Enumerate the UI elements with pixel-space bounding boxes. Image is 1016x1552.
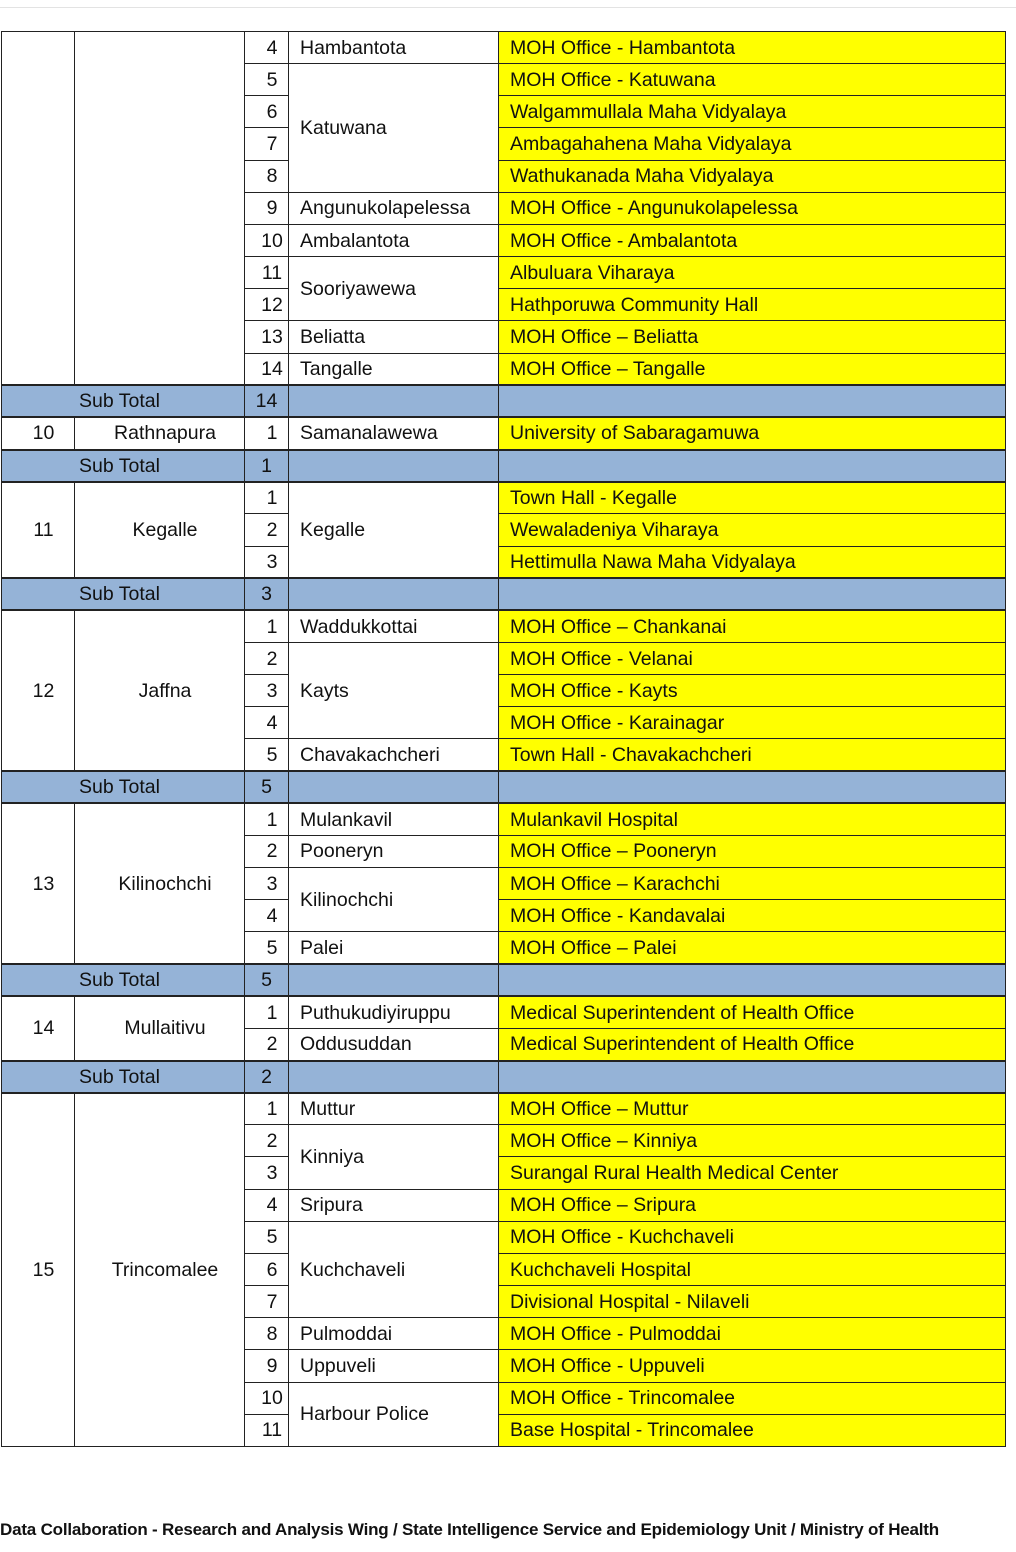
row-number: 11 <box>245 1414 289 1446</box>
table-row <box>2 482 1006 514</box>
district-no-cell: 12 <box>2 610 75 771</box>
table-row <box>2 32 1006 64</box>
district-cell: Mullaitivu <box>75 996 245 1060</box>
moh-area: Ambalantota <box>289 224 499 256</box>
moh-area: Mulankavil <box>289 803 499 835</box>
row-number: 4 <box>245 1189 289 1221</box>
moh-area: Kuchchaveli <box>289 1221 499 1317</box>
table-row <box>2 996 1006 1028</box>
subtotal-row <box>2 450 1006 482</box>
subtotal-row <box>2 385 1006 417</box>
moh-area: Oddusuddan <box>289 1028 499 1060</box>
venue-cell: MOH Office - Kandavalai <box>499 900 1006 932</box>
venue-cell: MOH Office - Trincomalee <box>499 1382 1006 1414</box>
venue-cell: Wewaladeniya Viharaya <box>499 514 1006 546</box>
row-number: 2 <box>245 514 289 546</box>
subtotal-label: Sub Total <box>2 771 245 803</box>
subtotal-blank <box>289 1061 499 1093</box>
venue-cell: Albuluara Viharaya <box>499 257 1006 289</box>
row-number: 5 <box>245 932 289 964</box>
moh-area: Kilinochchi <box>289 868 499 932</box>
subtotal-blank <box>499 450 1006 482</box>
row-number: 1 <box>245 610 289 642</box>
venue-cell: MOH Office - Uppuveli <box>499 1350 1006 1382</box>
venue-cell: Town Hall - Chavakachcheri <box>499 739 1006 771</box>
district-cell: Jaffna <box>75 610 245 771</box>
venue-cell: MOH Office – Beliatta <box>499 321 1006 353</box>
subtotal-label: Sub Total <box>2 964 245 996</box>
top-divider <box>0 7 1016 8</box>
venue-cell: MOH Office – Kinniya <box>499 1125 1006 1157</box>
moh-area: Kegalle <box>289 482 499 578</box>
subtotal-value: 2 <box>245 1061 289 1093</box>
subtotal-row <box>2 771 1006 803</box>
row-number: 5 <box>245 64 289 96</box>
venue-cell: MOH Office - Karainagar <box>499 707 1006 739</box>
row-number: 12 <box>245 289 289 321</box>
row-number: 3 <box>245 1157 289 1189</box>
subtotal-row <box>2 1061 1006 1093</box>
subtotal-blank <box>499 385 1006 417</box>
moh-area: Pooneryn <box>289 835 499 867</box>
moh-area: Waddukkottai <box>289 610 499 642</box>
row-number: 2 <box>245 1125 289 1157</box>
moh-area: Sripura <box>289 1189 499 1221</box>
row-number: 4 <box>245 32 289 64</box>
moh-area: Beliatta <box>289 321 499 353</box>
moh-area: Samanalawewa <box>289 417 499 449</box>
venue-cell: MOH Office – Chankanai <box>499 610 1006 642</box>
subtotal-value: 14 <box>245 385 289 417</box>
row-number: 5 <box>245 739 289 771</box>
row-number: 2 <box>245 1028 289 1060</box>
row-number: 9 <box>245 1350 289 1382</box>
subtotal-value: 1 <box>245 450 289 482</box>
subtotal-value: 5 <box>245 771 289 803</box>
moh-area: Angunukolapelessa <box>289 192 499 224</box>
subtotal-value: 5 <box>245 964 289 996</box>
subtotal-blank <box>499 771 1006 803</box>
moh-area: Harbour Police <box>289 1382 499 1446</box>
moh-area: Uppuveli <box>289 1350 499 1382</box>
venue-cell: Hettimulla Nawa Maha Vidyalaya <box>499 546 1006 578</box>
venue-cell: MOH Office – Pooneryn <box>499 835 1006 867</box>
row-number: 1 <box>245 1093 289 1125</box>
venue-cell: Hathporuwa Community Hall <box>499 289 1006 321</box>
row-number: 2 <box>245 835 289 867</box>
table-row <box>2 1093 1006 1125</box>
venue-cell: MOH Office – Karachchi <box>499 868 1006 900</box>
venue-cell: Ambagahahena Maha Vidyalaya <box>499 128 1006 160</box>
district-no-cell <box>2 32 75 386</box>
moh-area: Tangalle <box>289 353 499 385</box>
subtotal-label: Sub Total <box>2 450 245 482</box>
row-number: 6 <box>245 1253 289 1285</box>
row-number: 2 <box>245 642 289 674</box>
row-number: 3 <box>245 868 289 900</box>
subtotal-label: Sub Total <box>2 1061 245 1093</box>
row-number: 6 <box>245 96 289 128</box>
subtotal-row <box>2 578 1006 610</box>
venue-cell: Kuchchaveli Hospital <box>499 1253 1006 1285</box>
subtotal-blank <box>289 450 499 482</box>
moh-area: Sooriyawewa <box>289 257 499 321</box>
district-no-cell: 10 <box>2 417 75 449</box>
subtotal-blank <box>499 1061 1006 1093</box>
row-number: 1 <box>245 417 289 449</box>
subtotal-label: Sub Total <box>2 385 245 417</box>
venue-cell: Medical Superintendent of Health Office <box>499 996 1006 1028</box>
subtotal-blank <box>499 964 1006 996</box>
subtotal-value: 3 <box>245 578 289 610</box>
venue-cell: MOH Office - Hambantota <box>499 32 1006 64</box>
venue-cell: MOH Office – Palei <box>499 932 1006 964</box>
row-number: 9 <box>245 192 289 224</box>
district-no-cell: 11 <box>2 482 75 578</box>
row-number: 10 <box>245 1382 289 1414</box>
venue-cell: Wathukanada Maha Vidyalaya <box>499 160 1006 192</box>
subtotal-blank <box>499 578 1006 610</box>
row-number: 5 <box>245 1221 289 1253</box>
subtotal-blank <box>289 385 499 417</box>
district-cell: Trincomalee <box>75 1093 245 1447</box>
table-row <box>2 610 1006 642</box>
district-no-cell: 15 <box>2 1093 75 1447</box>
district-cell: Rathnapura <box>75 417 245 449</box>
moh-area: Palei <box>289 932 499 964</box>
row-number: 1 <box>245 482 289 514</box>
row-number: 4 <box>245 707 289 739</box>
venue-cell: Surangal Rural Health Medical Center <box>499 1157 1006 1189</box>
row-number: 7 <box>245 128 289 160</box>
row-number: 1 <box>245 803 289 835</box>
venue-cell: MOH Office - Kayts <box>499 675 1006 707</box>
row-number: 14 <box>245 353 289 385</box>
district-no-cell: 14 <box>2 996 75 1060</box>
moh-area: Puthukudiyiruppu <box>289 996 499 1028</box>
moh-area: Chavakachcheri <box>289 739 499 771</box>
row-number: 3 <box>245 675 289 707</box>
row-number: 10 <box>245 224 289 256</box>
moh-area: Kinniya <box>289 1125 499 1189</box>
venue-cell: Base Hospital - Trincomalee <box>499 1414 1006 1446</box>
moh-area: Pulmoddai <box>289 1318 499 1350</box>
venue-cell: MOH Office – Tangalle <box>499 353 1006 385</box>
row-number: 11 <box>245 257 289 289</box>
moh-area: Hambantota <box>289 32 499 64</box>
subtotal-blank <box>289 771 499 803</box>
venue-cell: Medical Superintendent of Health Office <box>499 1028 1006 1060</box>
venue-cell: MOH Office – Muttur <box>499 1093 1006 1125</box>
vaccination-centers-table <box>1 31 1006 1447</box>
venue-cell: MOH Office - Velanai <box>499 642 1006 674</box>
district-cell: Kegalle <box>75 482 245 578</box>
district-no-cell: 13 <box>2 803 75 964</box>
subtotal-blank <box>289 964 499 996</box>
district-cell: Kilinochchi <box>75 803 245 964</box>
footer-credit: Data Collaboration - Research and Analysis Wing / State Intelligence Service and Epidemiology Unit / Ministry of Health <box>0 1520 939 1539</box>
venue-cell: MOH Office - Angunukolapelessa <box>499 192 1006 224</box>
district-cell <box>75 32 245 386</box>
venue-cell: MOH Office - Katuwana <box>499 64 1006 96</box>
row-number: 1 <box>245 996 289 1028</box>
venue-cell: University of Sabaragamuwa <box>499 417 1006 449</box>
moh-area: Kayts <box>289 642 499 738</box>
venue-cell: MOH Office - Ambalantota <box>499 224 1006 256</box>
table-row <box>2 803 1006 835</box>
moh-area: Katuwana <box>289 64 499 193</box>
venue-cell: MOH Office - Kuchchaveli <box>499 1221 1006 1253</box>
row-number: 3 <box>245 546 289 578</box>
subtotal-label: Sub Total <box>2 578 245 610</box>
row-number: 8 <box>245 1318 289 1350</box>
row-number: 8 <box>245 160 289 192</box>
moh-area: Muttur <box>289 1093 499 1125</box>
venue-cell: MOH Office - Pulmoddai <box>499 1318 1006 1350</box>
row-number: 13 <box>245 321 289 353</box>
venue-cell: Mulankavil Hospital <box>499 803 1006 835</box>
venue-cell: Walgammullala Maha Vidyalaya <box>499 96 1006 128</box>
row-number: 4 <box>245 900 289 932</box>
venue-cell: MOH Office – Sripura <box>499 1189 1006 1221</box>
subtotal-blank <box>289 578 499 610</box>
subtotal-row <box>2 964 1006 996</box>
table-row <box>2 417 1006 449</box>
venue-cell: Divisional Hospital - Nilaveli <box>499 1286 1006 1318</box>
row-number: 7 <box>245 1286 289 1318</box>
venue-cell: Town Hall - Kegalle <box>499 482 1006 514</box>
